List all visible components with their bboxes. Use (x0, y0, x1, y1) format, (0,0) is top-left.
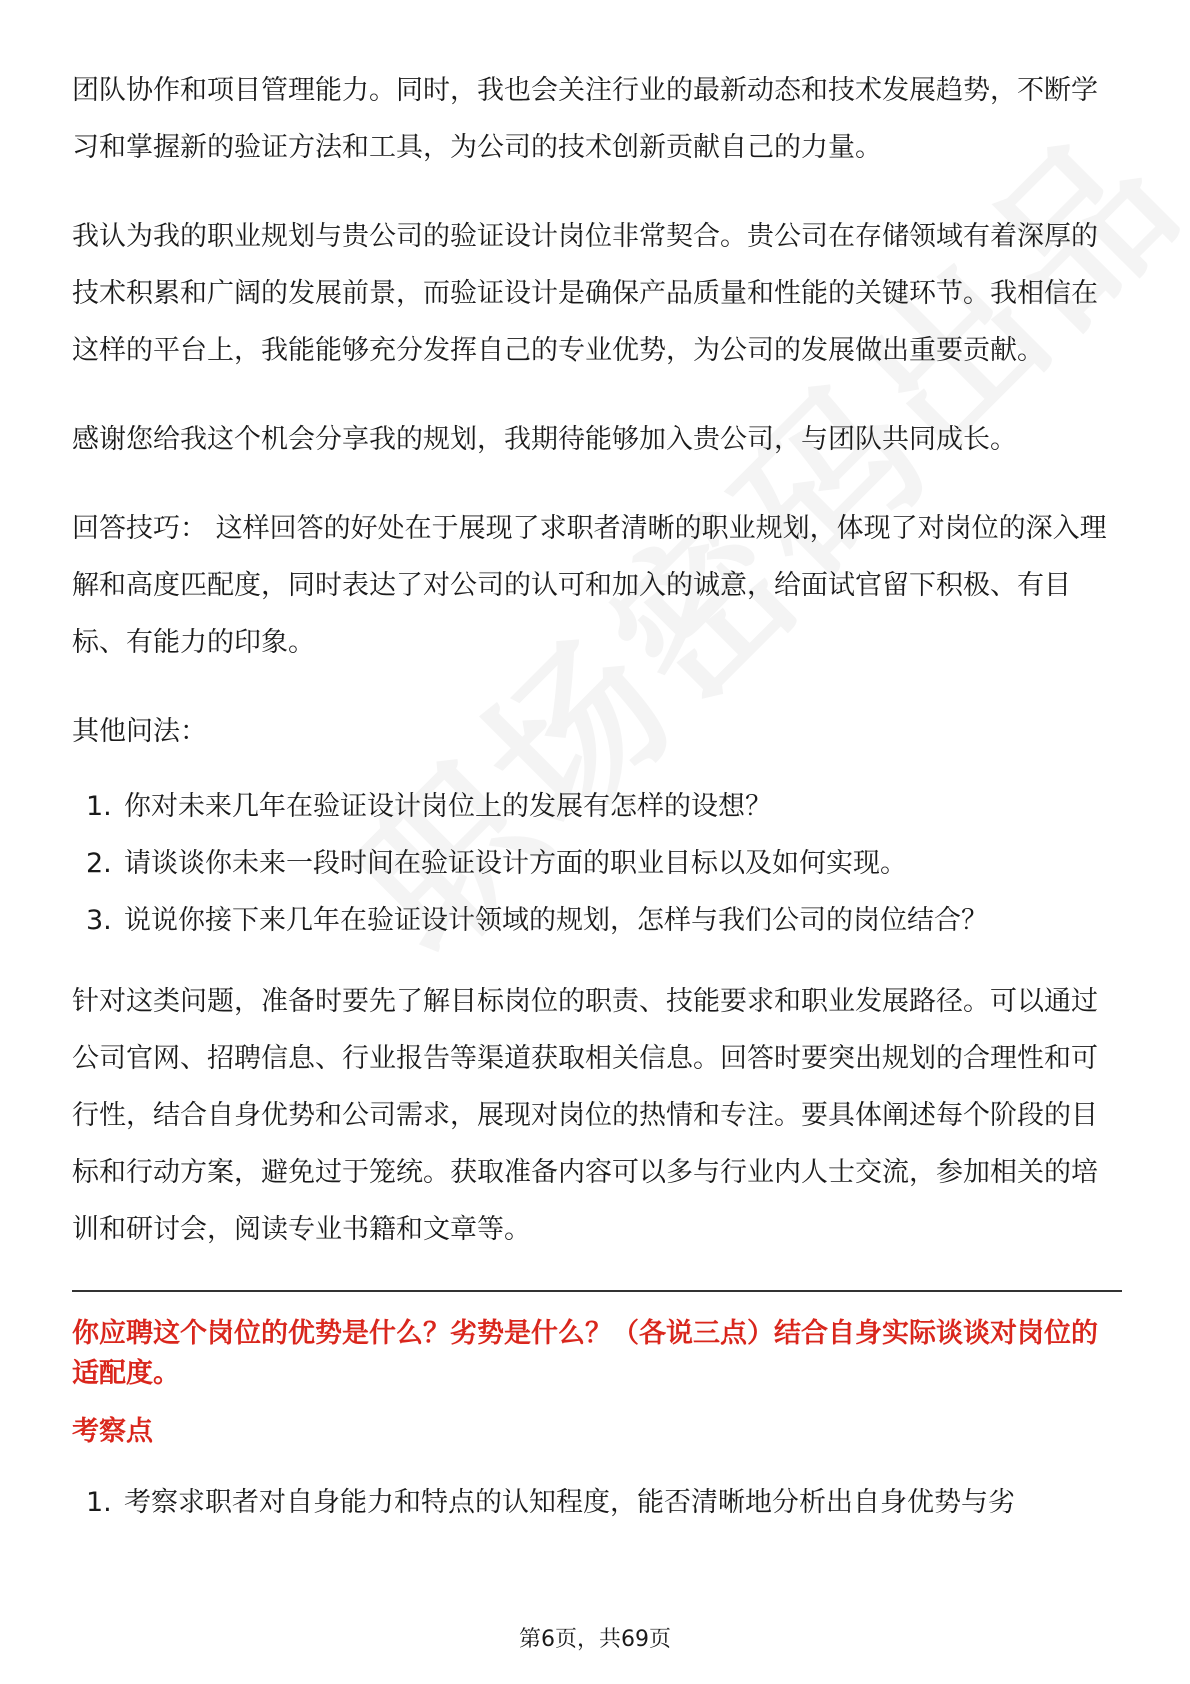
paragraph-thanks: 感谢您给我这个机会分享我的规划，我期待能够加入贵公司，与团队共同成长。 (72, 424, 1017, 455)
list-number: 2. (86, 848, 112, 879)
section-divider (72, 1290, 1122, 1292)
paragraph-continuation: 团队协作和项目管理能力。同时，我也会关注行业的最新动态和技术发展趋势，不断学习和掌握新的验证方法和工具，为公司的技术创新贡献自己的力量。 (72, 75, 1098, 163)
list-item (72, 778, 1122, 835)
paragraph-fit: 我认为我的职业规划与贵公司的验证设计岗位非常契合。贵公司在存储领域有着深厚的技术积累和广阔的发展前景，而验证设计是确保产品质量和性能的关键环节。我相信在这样的平台上，我能能够充分发挥自己的专业优势，为公司的发展做出重要贡献。 (72, 221, 1098, 366)
assessment-points-list (72, 1474, 1122, 1531)
paragraph-preparation: 针对这类问题，准备时要先了解目标岗位的职责、技能要求和职业发展路径。可以通过公司官网、招聘信息、行业报告等渠道获取相关信息。回答时要突出规划的合理性和可行性，结合自身优势和公司需求，展现对岗位的热情和专注。要具体阐述每个阶段的目标和行动方案，避免过于笼统。获取准备内容可以多与行业内人士交流，参加相关的培训和研讨会，阅读专业书籍和文章等。 (72, 986, 1098, 1245)
list-number: 1. (86, 791, 112, 822)
page-content (72, 62, 1122, 1555)
list-item-text: 说说你接下来几年在验证设计领域的规划，怎样与我们公司的岗位结合？ (124, 905, 988, 936)
list-item (72, 835, 1122, 892)
list-number: 1. (86, 1487, 112, 1518)
list-item-text: 考察求职者对自身能力和特点的认知程度，能否清晰地分析出自身优势与劣 (124, 1487, 1015, 1518)
list-item (72, 1474, 1122, 1531)
list-item-text: 你对未来几年在验证设计岗位上的发展有怎样的设想？ (124, 791, 772, 822)
page-footer: 第6页，共69页 (519, 1627, 671, 1652)
question-heading: 你应聘这个岗位的优势是什么？劣势是什么？（各说三点）结合自身实际谈谈对岗位的适配度。 (72, 1318, 1098, 1389)
list-item-text: 请谈谈你未来一段时间在验证设计方面的职业目标以及如何实现。 (124, 848, 907, 879)
other-questions-list (72, 778, 1122, 949)
list-item (72, 892, 1122, 949)
paragraph-answer-tips: 回答技巧： 这样回答的好处在于展现了求职者清晰的职业规划，体现了对岗位的深入理解和高度匹配度，同时表达了对公司的认可和加入的诚意，给面试官留下积极、有目标、有能力的印象。 (72, 513, 1107, 658)
list-number: 3. (86, 905, 112, 936)
section-heading-assessment: 考察点 (72, 1416, 153, 1447)
other-questions-label: 其他问法： (72, 716, 207, 747)
